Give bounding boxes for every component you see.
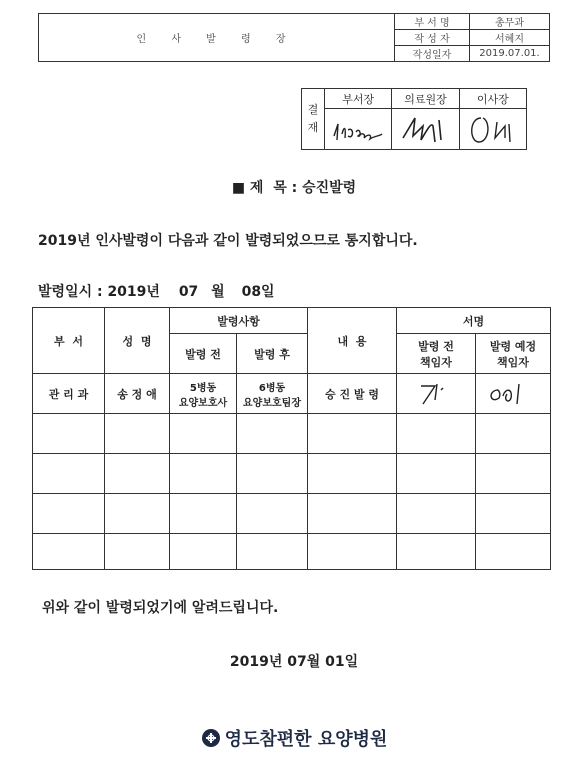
field-value-dept: 총무과 bbox=[470, 14, 550, 30]
header-box bbox=[38, 13, 550, 62]
row-after: 6병동 요양보호팀장 bbox=[237, 374, 308, 414]
header-sign-before: 발령 전 책임자 bbox=[397, 334, 476, 374]
table-row bbox=[33, 534, 551, 570]
issue-date-line bbox=[38, 281, 275, 301]
header-name: 성 명 bbox=[105, 308, 170, 374]
closing-text: 위와 같이 발령되었기에 알려드립니다. bbox=[42, 600, 279, 616]
field-label-date: 작성일자 bbox=[395, 46, 470, 62]
issue-date-month: 07 bbox=[178, 284, 199, 300]
approval-position-chairman: 이사장 bbox=[459, 89, 526, 109]
table-row bbox=[33, 494, 551, 534]
header-before: 발령 전 bbox=[170, 334, 237, 374]
table-row bbox=[33, 454, 551, 494]
document-title: 인 사 발 령 장 bbox=[39, 14, 395, 62]
signature-dept-head bbox=[325, 109, 392, 150]
header-content: 내 용 bbox=[308, 308, 397, 374]
field-label-author: 작 성 자 bbox=[395, 30, 470, 46]
approval-label: 결 재 bbox=[302, 89, 325, 150]
row-content: 승 진 발 령 bbox=[308, 374, 397, 414]
approval-box bbox=[301, 88, 527, 150]
signature-chairman bbox=[459, 109, 526, 150]
subject-line: ■ 제 목 : 승진발령 bbox=[231, 180, 357, 196]
row-signature-before bbox=[397, 374, 476, 414]
header-dept: 부 서 bbox=[33, 308, 105, 374]
signature-director bbox=[392, 109, 459, 150]
issue-date-label: 발령일시 : 2019년 bbox=[38, 284, 160, 300]
table-row bbox=[33, 374, 551, 414]
row-name: 송 정 애 bbox=[105, 374, 170, 414]
issue-date-day: 08일 bbox=[241, 284, 275, 300]
field-label-dept: 부 서 명 bbox=[395, 14, 470, 30]
header-after: 발령 후 bbox=[237, 334, 308, 374]
approval-position-director: 의료원장 bbox=[392, 89, 459, 109]
table-row bbox=[33, 414, 551, 454]
organization-footer bbox=[0, 725, 588, 753]
header-sign: 서명 bbox=[397, 308, 551, 334]
approval-position-dept-head: 부서장 bbox=[325, 89, 392, 109]
appointment-table bbox=[32, 307, 551, 570]
row-before: 5병동 요양보호사 bbox=[170, 374, 237, 414]
header-details: 발령사항 bbox=[170, 308, 308, 334]
row-dept: 관 리 과 bbox=[33, 374, 105, 414]
hospital-logo-icon bbox=[201, 728, 221, 753]
field-value-author: 서혜지 bbox=[470, 30, 550, 46]
document-date: 2019년 07월 01일 bbox=[229, 654, 359, 670]
notice-text: 2019년 인사발령이 다음과 같이 발령되었으므로 통지합니다. bbox=[38, 233, 418, 249]
issue-date-month-unit: 월 bbox=[211, 284, 225, 300]
field-value-date: 2019.07.01. bbox=[470, 46, 550, 62]
organization-name: 영도참편한 요양병원 bbox=[224, 729, 388, 750]
header-sign-after: 발령 예정 책임자 bbox=[476, 334, 551, 374]
row-signature-after bbox=[476, 374, 551, 414]
